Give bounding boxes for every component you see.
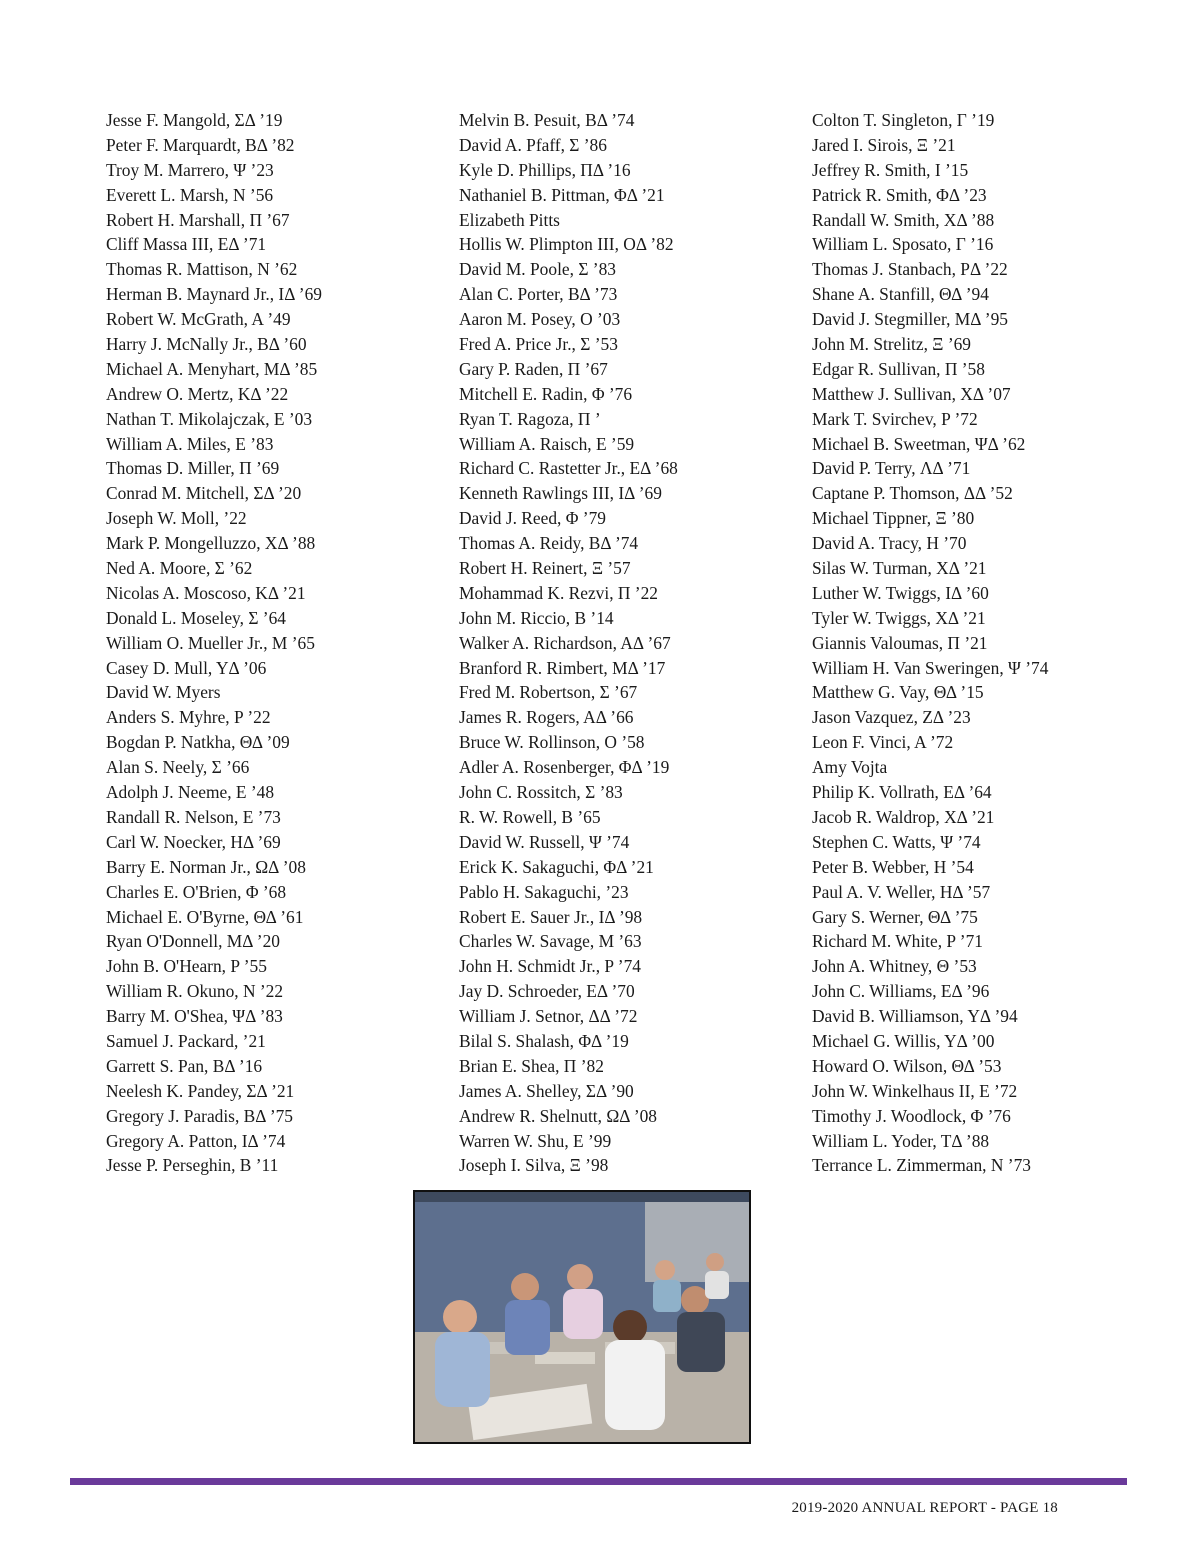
- donor-name: Thomas J. Stanbach, PΔ ’22: [812, 259, 1008, 280]
- donor-name: William L. Sposato, Γ ’16: [812, 234, 994, 255]
- donor-name: Cliff Massa III, EΔ ’71: [106, 234, 267, 255]
- donor-name: Peter F. Marquardt, BΔ ’82: [106, 134, 295, 155]
- donor-name: Shane A. Stanfill, ΘΔ ’94: [812, 284, 989, 305]
- donor-name: Mark P. Mongelluzzo, XΔ ’88: [106, 533, 316, 554]
- donor-name: Charles W. Savage, M ’63: [459, 931, 642, 952]
- donor-name: Nathan T. Mikolajczak, E ’03: [106, 408, 313, 429]
- donor-name: Branford R. Rimbert, MΔ ’17: [459, 657, 666, 678]
- donor-name: Brian E. Shea, Π ’82: [459, 1055, 604, 1076]
- donor-name: Colton T. Singleton, Γ ’19: [812, 110, 995, 130]
- donor-name: Anders S. Myhre, P ’22: [106, 707, 271, 728]
- donor-name: Amy Vojta: [812, 757, 888, 778]
- donor-name: Jared I. Sirois, Ξ ’21: [812, 134, 956, 155]
- donor-name: Ryan O'Donnell, MΔ ’20: [106, 931, 280, 952]
- donor-name: Barry E. Norman Jr., ΩΔ ’08: [106, 856, 306, 877]
- donor-name: Elizabeth Pitts: [459, 209, 560, 230]
- donor-name: Patrick R. Smith, ΦΔ ’23: [812, 184, 987, 205]
- page-footer: 2019-2020 ANNUAL REPORT - PAGE 18: [791, 1500, 1058, 1516]
- donor-name: Joseph I. Silva, Ξ ’98: [459, 1155, 609, 1176]
- donor-name: Giannis Valoumas, Π ’21: [812, 632, 988, 653]
- donor-name: Herman B. Maynard Jr., IΔ ’69: [106, 284, 322, 305]
- donor-name: Jeffrey R. Smith, I ’15: [812, 159, 969, 180]
- donor-name: Jason Vazquez, ZΔ ’23: [812, 707, 971, 728]
- donor-name: Carl W. Noecker, HΔ ’69: [106, 831, 281, 852]
- donor-name: Garrett S. Pan, BΔ ’16: [106, 1055, 263, 1076]
- donor-name: Kenneth Rawlings III, IΔ ’69: [459, 483, 662, 504]
- donor-name: Jacob R. Waldrop, XΔ ’21: [812, 806, 995, 827]
- donor-name: Tyler W. Twiggs, XΔ ’21: [812, 607, 986, 628]
- donor-name: William H. Van Sweringen, Ψ ’74: [812, 657, 1049, 678]
- donor-name: Randall W. Smith, XΔ ’88: [812, 209, 995, 230]
- classroom-photo-illustration: [415, 1192, 749, 1442]
- donor-name: John H. Schmidt Jr., P ’74: [459, 956, 641, 977]
- donor-name: John C. Williams, EΔ ’96: [812, 981, 990, 1002]
- donor-name: Paul A. V. Weller, HΔ ’57: [812, 881, 991, 902]
- donor-name: David J. Stegmiller, MΔ ’95: [812, 309, 1008, 330]
- classroom-photo: [413, 1190, 751, 1444]
- donor-name: Michael G. Willis, YΔ ’00: [812, 1030, 995, 1051]
- donor-name: Mark T. Svirchev, P ’72: [812, 408, 978, 429]
- donor-name: James R. Rogers, AΔ ’66: [459, 707, 634, 728]
- donor-column-2: [459, 108, 799, 1178]
- donor-name: Mitchell E. Radin, Φ ’76: [459, 383, 633, 404]
- donor-name: Alan S. Neely, Σ ’66: [106, 757, 250, 778]
- donor-name: James A. Shelley, ΣΔ ’90: [459, 1080, 634, 1101]
- donor-name: Thomas A. Reidy, BΔ ’74: [459, 533, 639, 554]
- donor-name: Thomas D. Miller, Π ’69: [106, 458, 280, 479]
- donor-name: Michael Tippner, Ξ ’80: [812, 508, 975, 529]
- donor-name: Michael B. Sweetman, ΨΔ ’62: [812, 433, 1026, 454]
- donor-name: Erick K. Sakaguchi, ΦΔ ’21: [459, 856, 654, 877]
- donor-name: Robert E. Sauer Jr., IΔ ’98: [459, 906, 643, 927]
- donor-name: Jay D. Schroeder, EΔ ’70: [459, 981, 635, 1002]
- donor-name: Walker A. Richardson, AΔ ’67: [459, 632, 671, 653]
- donor-name: William L. Yoder, TΔ ’88: [812, 1130, 990, 1151]
- donor-name: Samuel J. Packard, ’21: [106, 1030, 266, 1051]
- donor-name: R. W. Rowell, B ’65: [459, 806, 601, 827]
- donor-name: Matthew G. Vay, ΘΔ ’15: [812, 682, 984, 703]
- donor-name: David A. Pfaff, Σ ’86: [459, 134, 607, 155]
- donor-name: John W. Winkelhaus II, E ’72: [812, 1080, 1018, 1101]
- donor-name: Jesse P. Perseghin, B ’11: [106, 1155, 279, 1176]
- donor-name: David P. Terry, ΛΔ ’71: [812, 458, 971, 479]
- donor-name: Peter B. Webber, H ’54: [812, 856, 974, 877]
- donor-name: Nicolas A. Moscoso, KΔ ’21: [106, 582, 306, 603]
- donor-name: Alan C. Porter, BΔ ’73: [459, 284, 618, 305]
- donor-name: Bogdan P. Natkha, ΘΔ ’09: [106, 732, 290, 753]
- donor-name: Robert W. McGrath, A ’49: [106, 309, 291, 330]
- donor-name: Howard O. Wilson, ΘΔ ’53: [812, 1055, 1002, 1076]
- donor-name: William A. Raisch, E ’59: [459, 433, 635, 454]
- donor-name: John B. O'Hearn, P ’55: [106, 956, 267, 977]
- donor-name: Jesse F. Mangold, ΣΔ ’19: [106, 110, 283, 130]
- donor-name: Richard M. White, P ’71: [812, 931, 983, 952]
- donor-name: Michael A. Menyhart, MΔ ’85: [106, 358, 318, 379]
- donor-name: Barry M. O'Shea, ΨΔ ’83: [106, 1006, 283, 1027]
- donor-name: Melvin B. Pesuit, BΔ ’74: [459, 110, 635, 130]
- donor-name: Kyle D. Phillips, ΠΔ ’16: [459, 159, 631, 180]
- donor-name: Robert H. Marshall, Π ’67: [106, 209, 290, 230]
- donor-name: Aaron M. Posey, O ’03: [459, 309, 621, 330]
- donor-name: Conrad M. Mitchell, ΣΔ ’20: [106, 483, 302, 504]
- donor-name: Adler A. Rosenberger, ΦΔ ’19: [459, 757, 670, 778]
- donor-name: William A. Miles, E ’83: [106, 433, 274, 454]
- donor-name: Troy M. Marrero, Ψ ’23: [106, 159, 274, 180]
- donor-name: David W. Russell, Ψ ’74: [459, 831, 630, 852]
- donor-name: John M. Strelitz, Ξ ’69: [812, 334, 971, 355]
- donor-name: Fred A. Price Jr., Σ ’53: [459, 334, 618, 355]
- donor-name: Harry J. McNally Jr., BΔ ’60: [106, 334, 307, 355]
- donor-name: David A. Tracy, H ’70: [812, 533, 967, 554]
- donor-name: Ryan T. Ragoza, Π ’: [459, 408, 601, 429]
- donor-name: Ned A. Moore, Σ ’62: [106, 558, 253, 579]
- donor-name: Stephen C. Watts, Ψ ’74: [812, 831, 981, 852]
- donor-name: Neelesh K. Pandey, ΣΔ ’21: [106, 1080, 295, 1101]
- donor-name: Gary P. Raden, Π ’67: [459, 358, 608, 379]
- donor-name: Mohammad K. Rezvi, Π ’22: [459, 582, 658, 603]
- donor-name: Andrew R. Shelnutt, ΩΔ ’08: [459, 1105, 658, 1126]
- donor-column-3: [812, 108, 1152, 1178]
- donor-name: David J. Reed, Φ ’79: [459, 508, 606, 529]
- donor-name: Everett L. Marsh, N ’56: [106, 184, 274, 205]
- donor-name: Andrew O. Mertz, KΔ ’22: [106, 383, 289, 404]
- donor-name: Gregory A. Patton, IΔ ’74: [106, 1130, 286, 1151]
- donor-name: Adolph J. Neeme, E ’48: [106, 782, 275, 803]
- donor-name: David B. Williamson, YΔ ’94: [812, 1006, 1018, 1027]
- donor-name: Nathaniel B. Pittman, ΦΔ ’21: [459, 184, 665, 205]
- donor-name: Hollis W. Plimpton III, OΔ ’82: [459, 234, 674, 255]
- donor-name: Randall R. Nelson, E ’73: [106, 806, 281, 827]
- donor-name: David M. Poole, Σ ’83: [459, 259, 616, 280]
- donor-name: Terrance L. Zimmerman, N ’73: [812, 1155, 1031, 1176]
- donor-name: Bilal S. Shalash, ΦΔ ’19: [459, 1030, 629, 1051]
- donor-name: William R. Okuno, N ’22: [106, 981, 284, 1002]
- donor-name: John C. Rossitch, Σ ’83: [459, 782, 623, 803]
- donor-name: Donald L. Moseley, Σ ’64: [106, 607, 286, 628]
- donor-name: Timothy J. Woodlock, Φ ’76: [812, 1105, 1011, 1126]
- donor-name: Matthew J. Sullivan, XΔ ’07: [812, 383, 1011, 404]
- donor-name: David W. Myers: [106, 682, 221, 703]
- donor-name: Pablo H. Sakaguchi, ’23: [459, 881, 629, 902]
- donor-name: Edgar R. Sullivan, Π ’58: [812, 358, 985, 379]
- donor-name: Fred M. Robertson, Σ ’67: [459, 682, 638, 703]
- donor-name: Thomas R. Mattison, N ’62: [106, 259, 298, 280]
- donor-name: Warren W. Shu, E ’99: [459, 1130, 612, 1151]
- donor-name: Silas W. Turman, XΔ ’21: [812, 558, 987, 579]
- donor-name: Leon F. Vinci, A ’72: [812, 732, 954, 753]
- donor-column-1: [106, 108, 446, 1178]
- donor-name: Robert H. Reinert, Ξ ’57: [459, 558, 631, 579]
- donor-name: Joseph W. Moll, ’22: [106, 508, 247, 529]
- donor-name: John A. Whitney, Θ ’53: [812, 956, 977, 977]
- donor-name: John M. Riccio, B ’14: [459, 607, 614, 628]
- donor-name: Gregory J. Paradis, BΔ ’75: [106, 1105, 293, 1126]
- donor-name: William J. Setnor, ΔΔ ’72: [459, 1006, 638, 1027]
- donor-name: Gary S. Werner, ΘΔ ’75: [812, 906, 978, 927]
- donor-name: Philip K. Vollrath, EΔ ’64: [812, 782, 992, 803]
- donor-name: Captane P. Thomson, ΔΔ ’52: [812, 483, 1013, 504]
- donor-name: Michael E. O'Byrne, ΘΔ ’61: [106, 906, 304, 927]
- donor-name: Bruce W. Rollinson, O ’58: [459, 732, 645, 753]
- donor-name: Charles E. O'Brien, Φ ’68: [106, 881, 287, 902]
- donor-name: Richard C. Rastetter Jr., EΔ ’68: [459, 458, 678, 479]
- donor-name: Luther W. Twiggs, IΔ ’60: [812, 582, 989, 603]
- donor-name: Casey D. Mull, YΔ ’06: [106, 657, 267, 678]
- donor-name: William O. Mueller Jr., M ’65: [106, 632, 315, 653]
- footer-rule: [70, 1478, 1127, 1485]
